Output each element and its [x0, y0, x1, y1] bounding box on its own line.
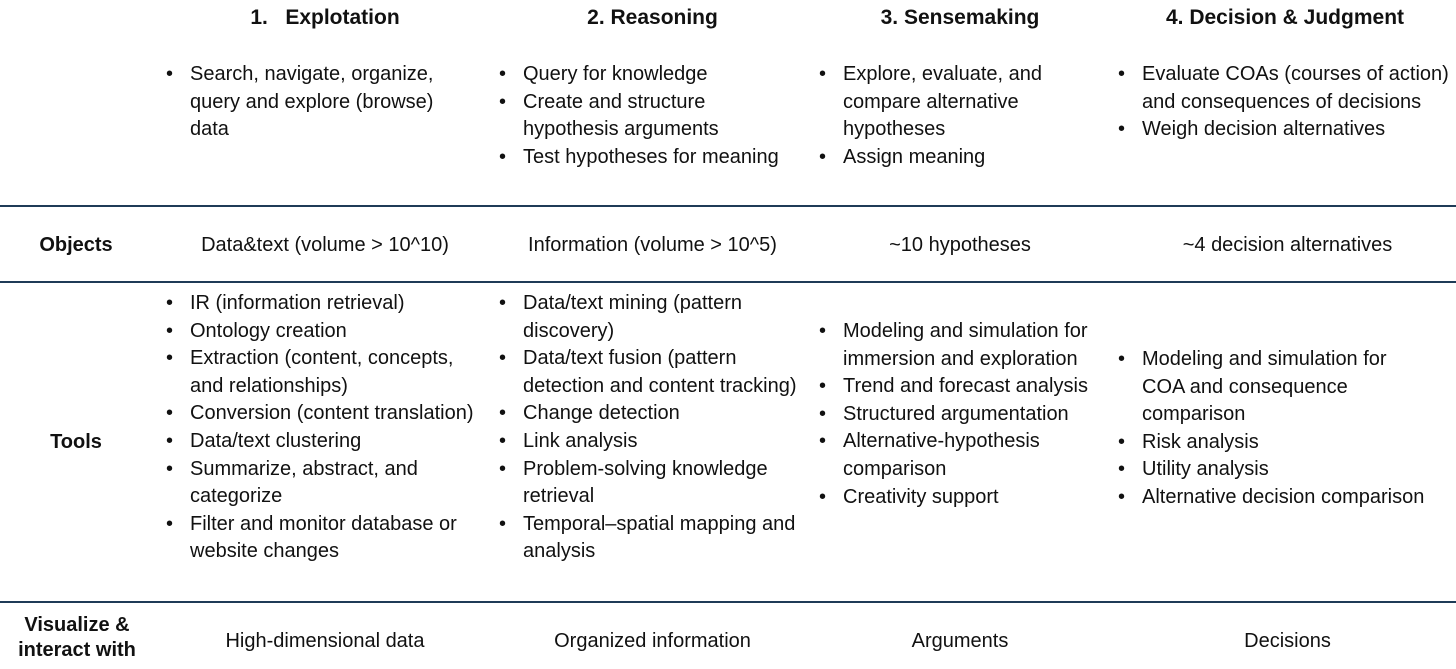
list-item: • Summarize, abstract, and categorize: [163, 456, 481, 511]
list-item: • Ontology creation: [163, 318, 481, 346]
list-item: • Risk analysis: [1115, 429, 1430, 457]
list-item: • Assign meaning: [816, 144, 1106, 172]
row-label-tools: Tools: [50, 431, 102, 453]
list-item: • Data/text mining (pattern discovery): [496, 290, 806, 345]
reasoning-description-list: [496, 61, 796, 171]
list-item: • Structured argumentation: [816, 401, 1108, 429]
row-label-objects: Objects: [39, 234, 113, 256]
list-item: • Creativity support: [816, 484, 1108, 512]
list-item: • Modeling and simulation for COA and consequence comparison: [1115, 346, 1430, 429]
objects-decision: ~4 decision alternatives: [1182, 234, 1393, 256]
column-header-decision-judgment: 4. Decision & Judgment: [1165, 6, 1405, 29]
list-item: • Evaluate COAs (courses of action) and consequences of decisions: [1115, 61, 1450, 116]
list-item: • Problem-solving knowledge retrieval: [496, 456, 806, 511]
row-divider: [0, 601, 1456, 603]
visualize-exploitation: High-dimensional data: [225, 630, 425, 652]
row-label-visualize: Visualize & interact with: [18, 614, 136, 661]
list-item: • Alternative-hypothesis comparison: [816, 428, 1108, 483]
column-header-sensemaking: 3. Sensemaking: [880, 6, 1040, 29]
sensemaking-description-list: [816, 61, 1106, 171]
row-divider: [0, 205, 1456, 207]
visualize-reasoning: Organized information: [554, 630, 751, 652]
objects-exploitation: Data&text (volume > 10^10): [201, 234, 449, 256]
list-item: • Alternative decision comparison: [1115, 484, 1430, 512]
list-item: • Link analysis: [496, 428, 806, 456]
list-item: • Filter and monitor database or website changes: [163, 511, 481, 566]
objects-sensemaking: ~10 hypotheses: [889, 234, 1031, 256]
exploitation-description-list: [163, 61, 473, 144]
visualize-decision: Decisions: [1244, 630, 1331, 652]
list-item: • Weigh decision alternatives: [1115, 116, 1450, 144]
list-item: • Conversion (content translation): [163, 400, 481, 428]
list-item: • Query for knowledge: [496, 61, 796, 89]
list-item: • Data/text clustering: [163, 428, 481, 456]
objects-reasoning: Information (volume > 10^5): [528, 234, 777, 256]
list-item: • Modeling and simulation for immersion and exploration: [816, 318, 1108, 373]
decision-description-list: [1115, 61, 1450, 144]
list-item: • IR (information retrieval): [163, 290, 481, 318]
list-item: • Temporal–spatial mapping and analysis: [496, 511, 806, 566]
decision-tools-list: [1115, 346, 1430, 512]
list-item: • Search, navigate, organize, query and explore (browse) data: [163, 61, 473, 144]
row-divider: [0, 281, 1456, 283]
list-item: • Change detection: [496, 400, 806, 428]
sensemaking-tools-list: [816, 318, 1108, 511]
list-item: • Create and structure hypothesis arguments: [496, 89, 796, 144]
list-item: • Extraction (content, concepts, and relationships): [163, 345, 481, 400]
list-item: • Data/text fusion (pattern detection and content tracking): [496, 345, 806, 400]
list-item: • Explore, evaluate, and compare alternative hypotheses: [816, 61, 1106, 144]
column-header-exploitation: 1. Explotation: [250, 6, 400, 29]
list-item: • Utility analysis: [1115, 456, 1430, 484]
exploitation-tools-list: [163, 290, 481, 566]
list-item: • Test hypotheses for meaning: [496, 144, 796, 172]
reasoning-tools-list: [496, 290, 806, 566]
visualize-sensemaking: Arguments: [911, 630, 1009, 652]
list-item: • Trend and forecast analysis: [816, 373, 1108, 401]
column-header-reasoning: 2. Reasoning: [587, 6, 718, 29]
